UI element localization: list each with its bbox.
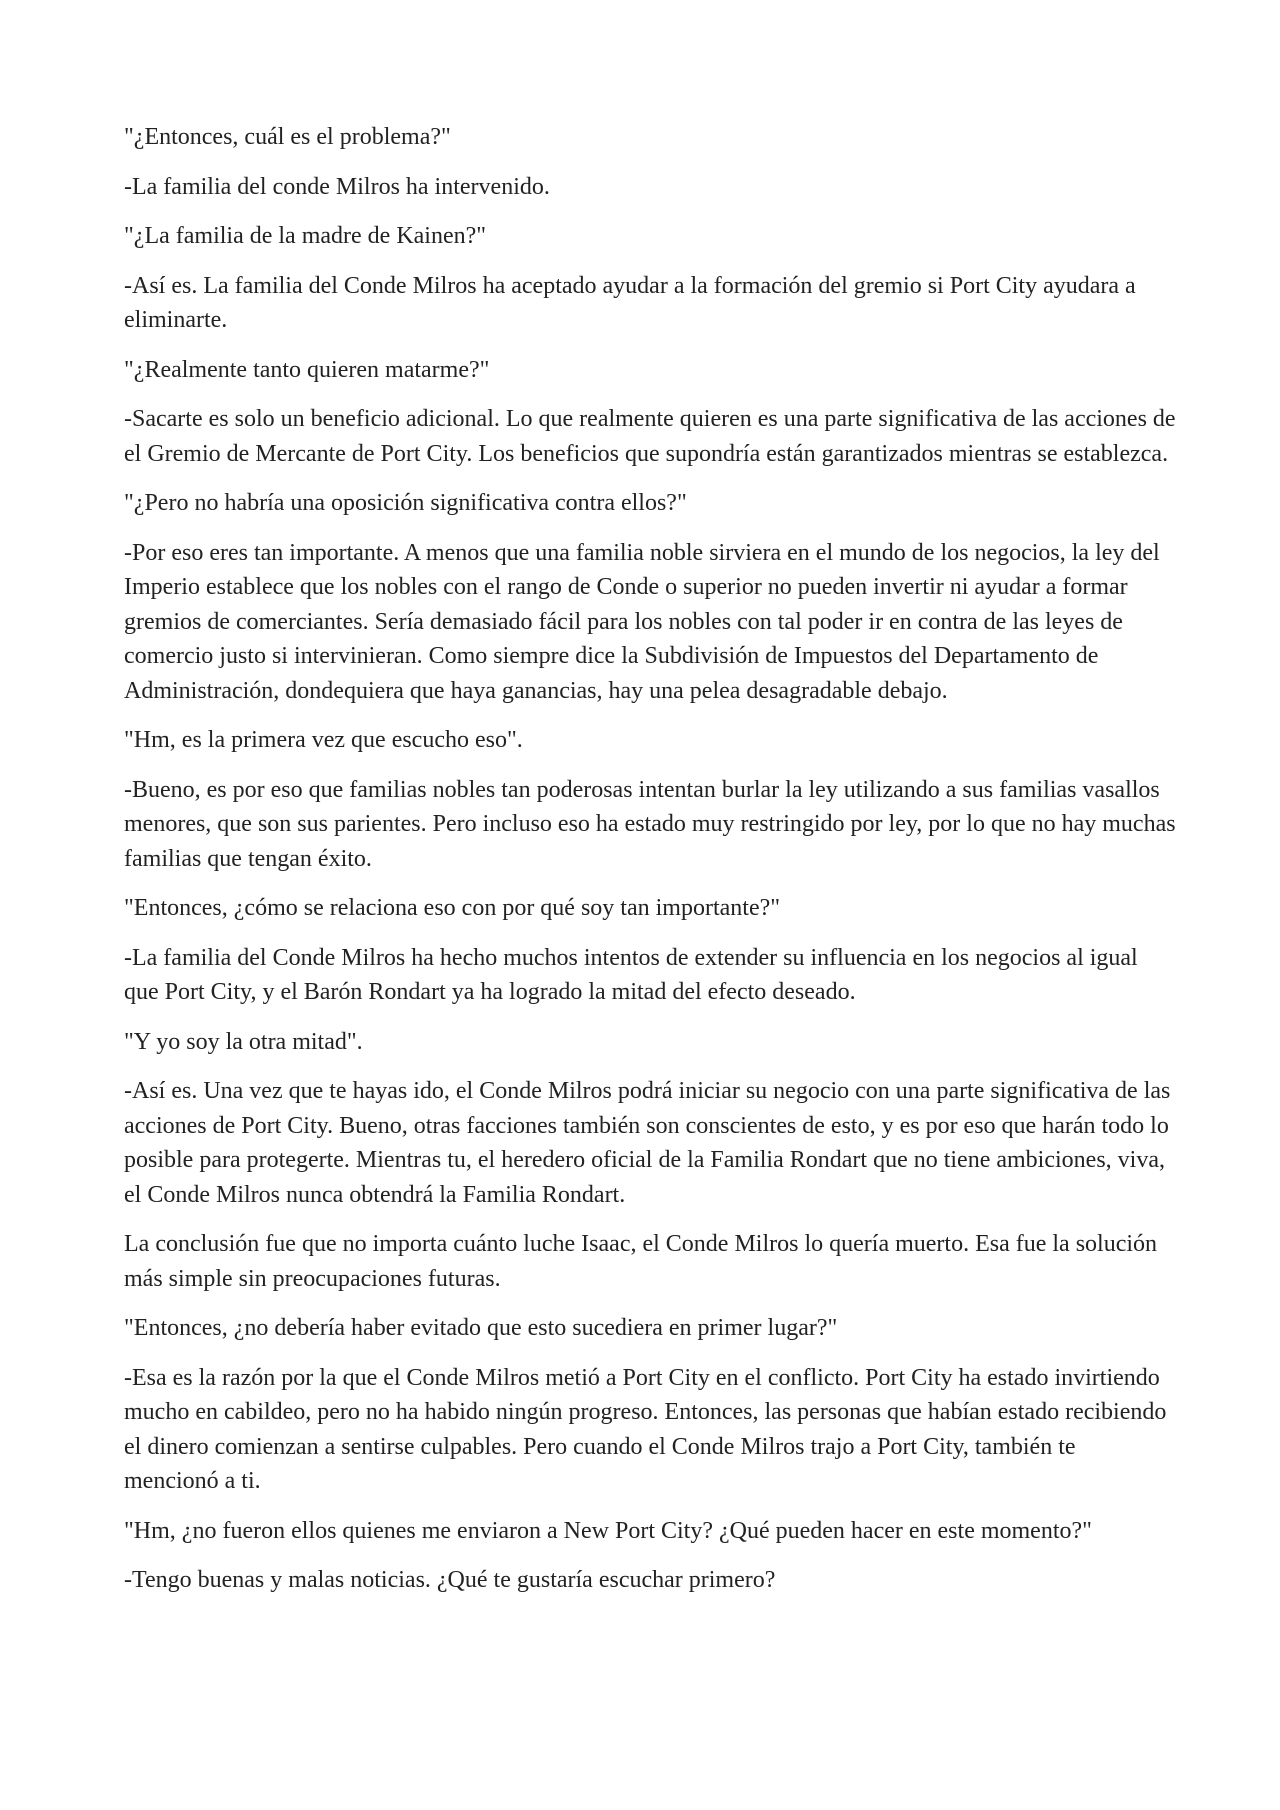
document-body bbox=[124, 120, 1176, 1613]
paragraph-6: -Sacarte es solo un beneficio adicional. Lo que realmente quieren es una parte significativa de las acciones de el Gremio de Mercante de Port City. Los beneficios que supondría están garantizados mientras se establezca. bbox=[124, 406, 1176, 467]
paragraph-1: "¿Entonces, cuál es el problema?" bbox=[124, 124, 451, 150]
paragraph-3: "¿La familia de la madre de Kainen?" bbox=[124, 223, 487, 249]
paragraph-16: "Entonces, ¿no debería haber evitado que esto sucediera en primer lugar?" bbox=[124, 1315, 838, 1341]
paragraph-12: -La familia del Conde Milros ha hecho muchos intentos de extender su influencia en los negocios al igual que Port City, y el Barón Rondart ya ha logrado la mitad del efecto deseado. bbox=[124, 944, 1138, 1005]
paragraph-4: -Así es. La familia del Conde Milros ha aceptado ayudar a la formación del gremio si Port City ayudara a eliminarte. bbox=[124, 272, 1136, 333]
paragraph-7: "¿Pero no habría una oposición significativa contra ellos?" bbox=[124, 490, 687, 516]
paragraph-18: "Hm, ¿no fueron ellos quienes me enviaron a New Port City? ¿Qué pueden hacer en este momento?" bbox=[124, 1517, 1092, 1544]
paragraph-13: "Y yo soy la otra mitad". bbox=[124, 1028, 363, 1055]
paragraph-17: -Esa es la razón por la que el Conde Milros metió a Port City en el conflicto. Port City ha estado invirtiendo mucho en cabildeo, pero no ha habido ningún progreso. Entonces, las personas que habían estado recibiendo el dinero comienzan a sentirse culpables. Pero cuando el Conde Milros trajo a Port City, también te mencionó a ti. bbox=[124, 1364, 1167, 1494]
paragraph-10: -Bueno, es por eso que familias nobles tan poderosas intentan burlar la ley utilizando a sus familias vasallos menores, que son sus parientes. Pero incluso eso ha estado muy restringido por ley, por lo que no hay muchas familias que tengan éxito. bbox=[124, 776, 1176, 872]
paragraph-15: La conclusión fue que no importa cuánto luche Isaac, el Conde Milros lo quería muerto. Esa fue la solución más simple sin preocupaciones futuras. bbox=[124, 1231, 1158, 1292]
paragraph-11: "Entonces, ¿cómo se relaciona eso con por qué soy tan importante?" bbox=[124, 895, 781, 921]
paragraph-2: -La familia del conde Milros ha intervenido. bbox=[124, 173, 550, 200]
paragraph-8: -Por eso eres tan importante. A menos que una familia noble sirviera en el mundo de los negocios, la ley del Imperio establece que los nobles con el rango de Conde o superior no pueden invertir ni ayudar a formar gremios de comerciantes. Sería demasiado fácil para los nobles con tal poder ir en contra de las leyes de comercio justo si intervinieran. Como siempre dice la Subdivisión de Impuestos del Departamento de Administración, dondequiera que haya ganancias, hay una pelea desagradable debajo. bbox=[124, 539, 1160, 704]
paragraph-19: -Tengo buenas y malas noticias. ¿Qué te gustaría escuchar primero? bbox=[124, 1567, 776, 1593]
paragraph-14: -Así es. Una vez que te hayas ido, el Conde Milros podrá iniciar su negocio con una parte significativa de las acciones de Port City. Bueno, otras facciones también son conscientes de esto, y es por eso que harán todo lo posible para protegerte. Mientras tu, el heredero oficial de la Familia Rondart que no tiene ambiciones, viva, el Conde Milros nunca obtendrá la Familia Rondart. bbox=[124, 1078, 1171, 1208]
paragraph-5: "¿Realmente tanto quieren matarme?" bbox=[124, 356, 490, 383]
paragraph-9: "Hm, es la primera vez que escucho eso". bbox=[124, 727, 523, 753]
